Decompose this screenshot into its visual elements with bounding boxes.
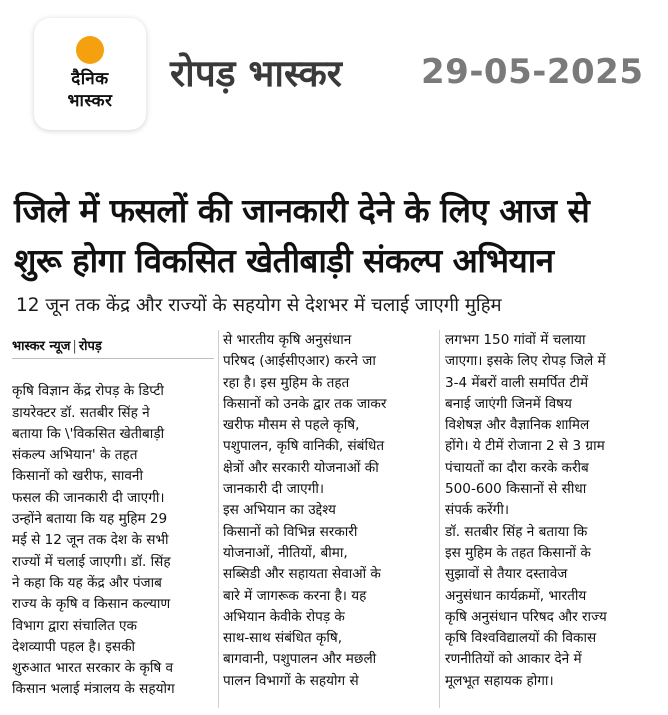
article-text-line: 500-600 किसानों से सीधा bbox=[445, 481, 587, 498]
article-text-line: परिषद (आईसीएआर) करने जा bbox=[223, 353, 376, 370]
article-text-line: इस अभियान का उद्देश्य bbox=[223, 502, 336, 519]
article-text-line: मूलभूत सहायक होगा। bbox=[445, 672, 554, 689]
article-column-3 bbox=[445, 330, 659, 692]
article-text-line: फसल की जानकारी दी जाएगी। bbox=[12, 489, 165, 506]
article-text-line: बताया कि \'विकसित खेतीबाड़ी bbox=[12, 425, 165, 442]
article-text-line: से भारतीय कृषि अनुसंधान bbox=[223, 332, 352, 348]
article-text-line: किसानों को विभिन्न सरकारी bbox=[223, 523, 358, 540]
article-text-line: राज्यों में चलाई जाएगी। डॉ. सिंह bbox=[12, 553, 171, 570]
publication-date: 29-05-2025 bbox=[421, 52, 644, 92]
byline bbox=[12, 336, 214, 357]
article-column-1 bbox=[12, 336, 214, 698]
byline-separator: | bbox=[72, 339, 77, 354]
article-text-line: किसानों को उनके द्वार तक जाकर bbox=[223, 395, 387, 412]
logo-text-line1: दैनिक bbox=[71, 69, 109, 89]
article-text-line: होंगे। ये टीमें रोजाना 2 से 3 ग्राम bbox=[445, 438, 605, 455]
article-text-line: इस मुहिम के तहत किसानों के bbox=[445, 544, 591, 561]
sun-icon bbox=[76, 36, 104, 64]
article-text-line: लगभग 150 गांवों में चलाया bbox=[445, 332, 586, 348]
article-headline bbox=[14, 186, 656, 286]
edition-name: रोपड़ भास्कर bbox=[170, 52, 342, 95]
article-text-line: कृषि विज्ञान केंद्र रोपड़ के डिप्टी bbox=[12, 383, 164, 400]
article-text-line: मई से 12 जून तक देश के सभी bbox=[12, 532, 169, 549]
article-text-line: बारे में जागरूक करना है। यह bbox=[223, 587, 367, 604]
article-text-line: पंचायतों का दौरा करके करीब bbox=[445, 459, 589, 476]
article-text-line: संपर्क करेंगी। bbox=[445, 502, 509, 519]
article-text-line: विभाग द्वारा संचालित एक bbox=[12, 617, 137, 634]
logo-text-line2: भास्कर bbox=[67, 91, 113, 111]
article-text-line: शुरुआत भारत सरकार के कृषि व bbox=[12, 660, 174, 677]
article-text-line: रणनीतियों को आकार देने में bbox=[445, 651, 582, 668]
article-text-line: ने कहा कि यह केंद्र और पंजाब bbox=[12, 574, 162, 591]
article-text-line: पशुपालन, कृषि वानिकी, संबंधित bbox=[223, 438, 385, 455]
article-text-line: सब्सिडी और सहायता सेवाओं के bbox=[223, 566, 381, 583]
article-text-line: साथ-साथ संबंधित कृषि, bbox=[223, 630, 343, 647]
article-text-line: जानकारी दी जाएगी। bbox=[223, 481, 325, 498]
byline-source: भास्कर न्यूज bbox=[12, 339, 71, 354]
article-text-line: विशेषज्ञ और वैज्ञानिक शामिल bbox=[445, 417, 590, 434]
article-text-line: पालन विभागों के सहयोग से bbox=[223, 672, 359, 689]
column-divider bbox=[439, 330, 440, 708]
article-text-line: राज्य के कृषि व किसान कल्याण bbox=[12, 596, 171, 613]
article-subheadline: 12 जून तक केंद्र और राज्यों के सहयोग से देशभर में चलाई जाएगी मुहिम bbox=[16, 295, 502, 316]
article-text-line: रहा है। इस मुहिम के तहत bbox=[223, 374, 350, 391]
article-text-line: योजनाओं, नीतियों, बीमा, bbox=[223, 544, 348, 561]
headline-line-2: शुरू होगा विकसित खेतीबाड़ी संकल्प अभियान bbox=[14, 241, 554, 280]
article-text-line: उन्होंने बताया कि यह मुहिम 29 bbox=[12, 511, 168, 528]
article-text-line: किसान भलाई मंत्रालय के सहयोग bbox=[12, 681, 175, 698]
article-text-line: जाएगा। इसके लिए रोपड़ जिले में bbox=[445, 353, 606, 370]
column-divider bbox=[218, 330, 219, 708]
article-text-line: खरीफ मौसम से पहले कृषि, bbox=[223, 417, 360, 434]
article-text-line: सुझावों से तैयार दस्तावेज bbox=[445, 566, 568, 583]
article-column-2 bbox=[223, 330, 435, 692]
article-text-line: डॉ. सतबीर सिंह ने बताया कि bbox=[445, 523, 588, 540]
article-text-line: डायरेक्टर डॉ. सतबीर सिंह ने bbox=[12, 404, 150, 421]
article-text-line: किसानों को खरीफ, सावनी bbox=[12, 468, 143, 485]
article-text-line: देशव्यापी पहल है। इसकी bbox=[12, 638, 136, 655]
byline-rule bbox=[12, 358, 214, 359]
article-text-line: अनुसंधान कार्यक्रमों, भारतीय bbox=[445, 587, 587, 604]
article-text-line: अभियान केवीके रोपड़ के bbox=[223, 608, 345, 625]
byline-place: रोपड़ bbox=[78, 339, 102, 354]
dainik-bhaskar-logo bbox=[34, 18, 146, 130]
article-text-line: क्षेत्रों और सरकारी योजनाओं की bbox=[223, 459, 379, 476]
article-text-line: संकल्प अभियान' के तहत bbox=[12, 447, 138, 464]
article-text-line: कृषि अनुसंधान परिषद और राज्य bbox=[445, 608, 607, 625]
article-text-line: कृषि विश्वविद्यालयों की विकास bbox=[445, 630, 597, 647]
article-text-line: बनाई जाएंगी जिनमें विषय bbox=[445, 395, 572, 412]
article-text-line: बागवानी, पशुपालन और मछली bbox=[223, 651, 377, 668]
headline-line-1: जिले में फसलों की जानकारी देने के लिए आज से bbox=[14, 191, 590, 230]
article-text-line: 3-4 मेंबरों वाली समर्पित टीमें bbox=[445, 374, 589, 391]
